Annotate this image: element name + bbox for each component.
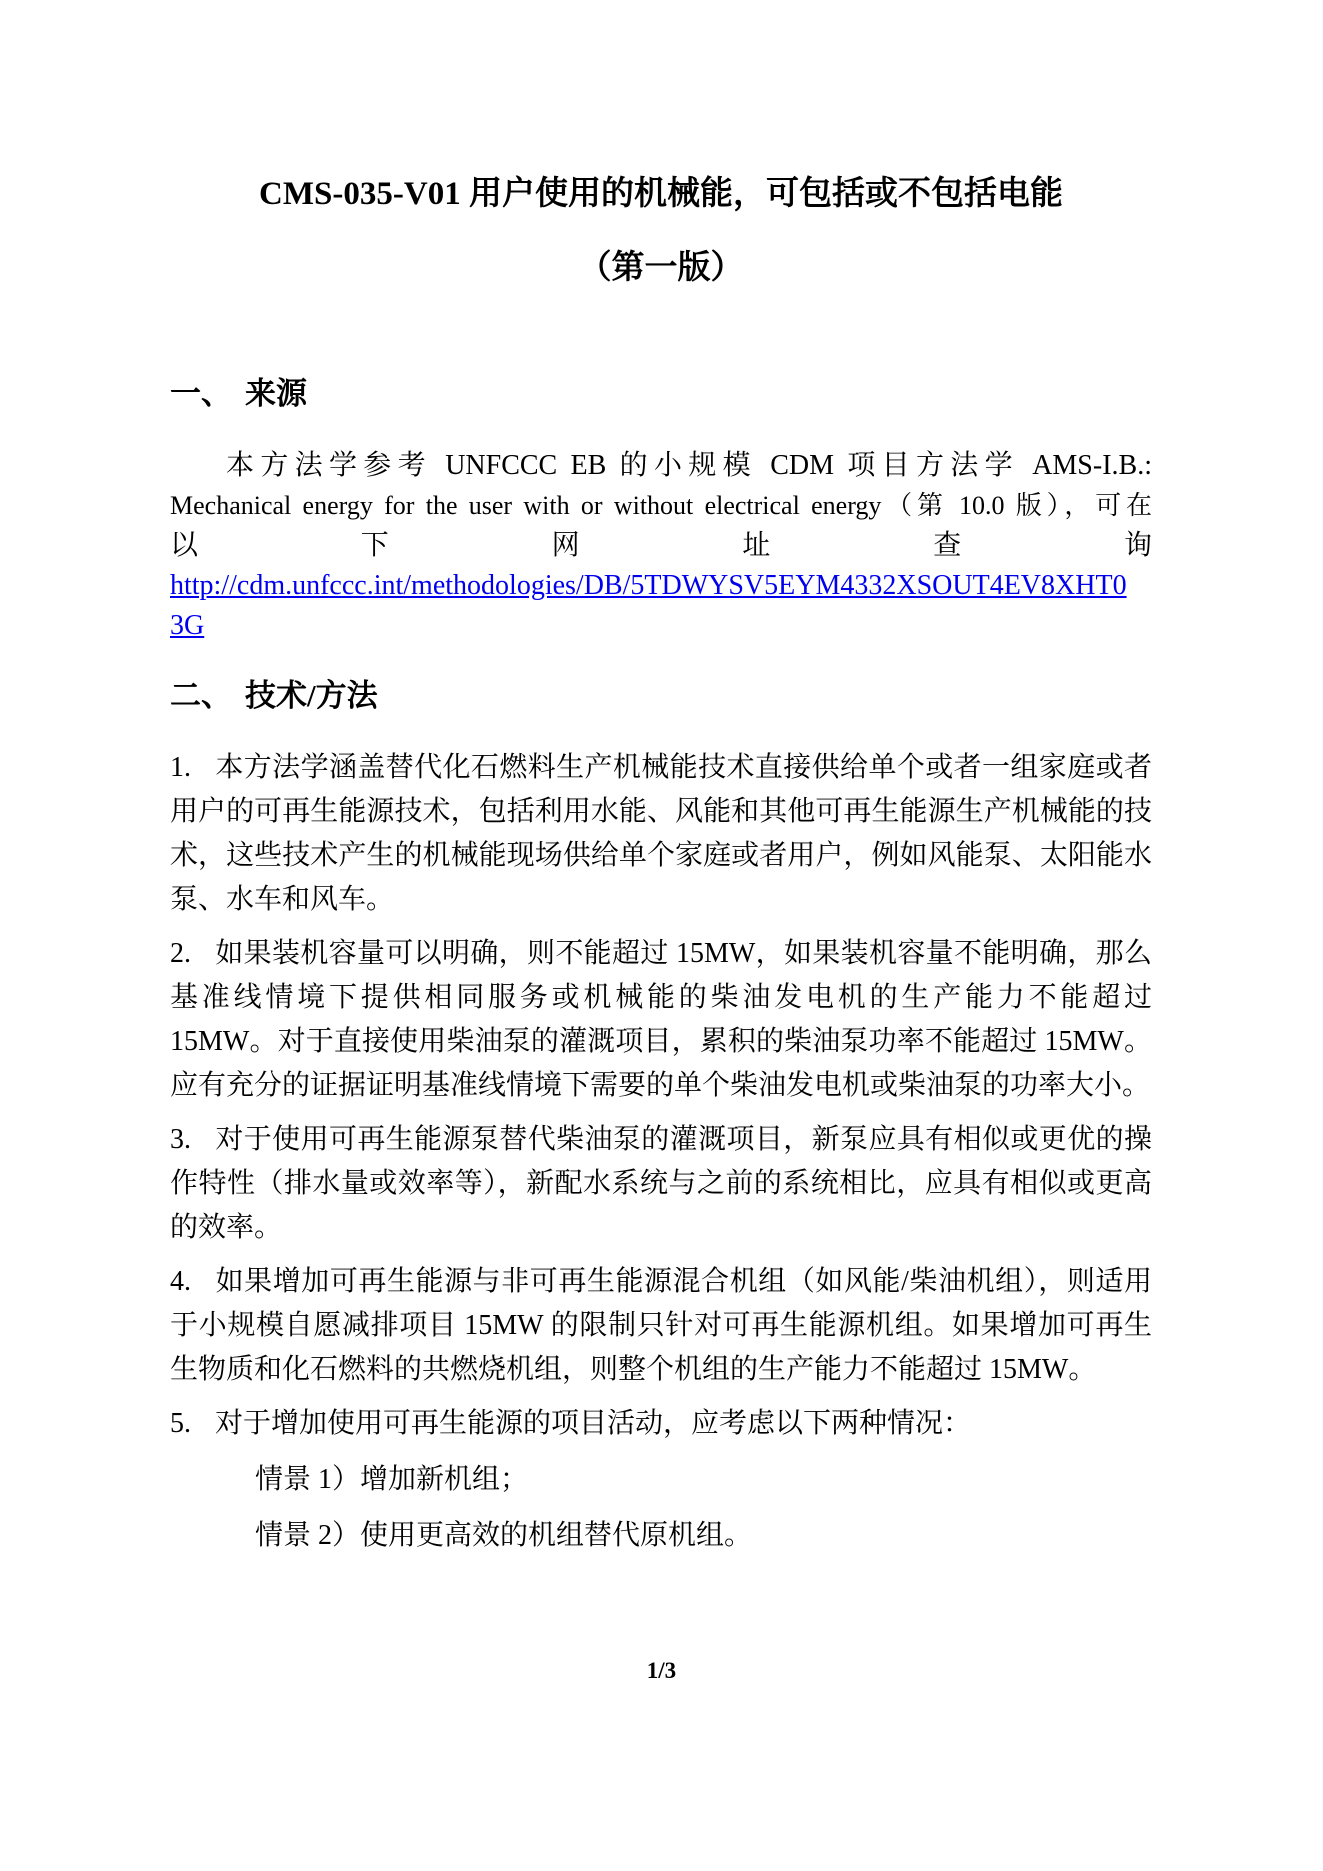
paragraph-1-number: 1. [170, 752, 191, 783]
scenario-1-line: 情景 1）增加新机组； [255, 1464, 529, 1495]
page-number: 1/3 [646, 1658, 677, 1683]
paragraph-5-number: 5. [170, 1408, 191, 1439]
section2-title: 技术/方法 [245, 678, 378, 713]
paragraph-4-text: 如果增加可再生能源与非可再生能源混合机组（如风能/柴油机组），则适用于小规模自愿减排项目 15MW 的限制只针对可再生能源机组。如果增加可再生生物质和化石燃料的共燃烧机组，则整个机组的生产能力不能超过 15MW。 [170, 1266, 1152, 1385]
paragraph-5-text: 对于增加使用可再生能源的项目活动，应考虑以下两种情况： [215, 1408, 972, 1439]
methodology-url-link[interactable] [170, 566, 1152, 646]
numbered-paragraph-5 [170, 1402, 1152, 1446]
source-paragraph-line-3: 以下网址查询 [170, 530, 1152, 561]
section1-title: 来源 [245, 376, 307, 411]
section2-number: 二、 [170, 678, 232, 713]
paragraph-3-text: 对于使用可再生能源泵替代柴油泵的灌溉项目，新泵应具有相似或更优的操作特性（排水量或效率等），新配水系统与之前的系统相比，应具有相似或更高的效率。 [170, 1124, 1152, 1243]
methodology-url-line-2[interactable]: 3G [170, 610, 205, 641]
section1-heading [170, 372, 1152, 416]
source-paragraph-line-2: Mechanical energy for the user with or without electrical energy（第 10.0 版），可在 [170, 491, 1152, 520]
paragraph-2-text: 如果装机容量可以明确，则不能超过 15MW，如果装机容量不能明确，那么基准线情境下提供相同服务或机械能的柴油发电机的生产能力不能超过 15MW。对于直接使用柴油泵的灌溉项目，累积的柴油泵功率不能超过 15MW。应有充分的证据证明基准线情境下需要的单个柴油发电机或柴油泵的功率大小。 [170, 938, 1152, 1101]
source-paragraph-line-1: 本方法学参考 UNFCCC EB 的小规模 CDM 项目方法学 AMS-I.B.: [226, 450, 1152, 481]
paragraph-1-text: 本方法学涵盖替代化石燃料生产机械能技术直接供给单个或者一组家庭或者用户的可再生能源技术，包括利用水能、风能和其他可再生能源生产机械能的技术，这些技术产生的机械能现场供给单个家庭或者用户，例如风能泵、太阳能水泵、水车和风车。 [170, 752, 1152, 915]
source-paragraph [170, 446, 1152, 646]
document-title: CMS-035-V01 用户使用的机械能，可包括或不包括电能 [259, 176, 1063, 212]
numbered-paragraph-2 [170, 932, 1152, 1108]
paragraph-4-number: 4. [170, 1266, 191, 1297]
paragraph-2-number: 2. [170, 938, 191, 969]
scenario-2-line: 情景 2）使用更高效的机组替代原机组。 [255, 1520, 753, 1551]
numbered-paragraph-3 [170, 1118, 1152, 1250]
methodology-url-line-1[interactable]: http://cdm.unfccc.int/methodologies/DB/5TDWYSV5EYM4332XSOUT4EV8XHT0 [170, 570, 1127, 601]
numbered-paragraph-1 [170, 746, 1152, 922]
document-subtitle: （第一版） [578, 250, 744, 286]
numbered-paragraph-4 [170, 1260, 1152, 1392]
paragraph-3-number: 3. [170, 1124, 191, 1155]
section2-heading [170, 674, 1152, 718]
section1-number: 一、 [170, 376, 232, 411]
